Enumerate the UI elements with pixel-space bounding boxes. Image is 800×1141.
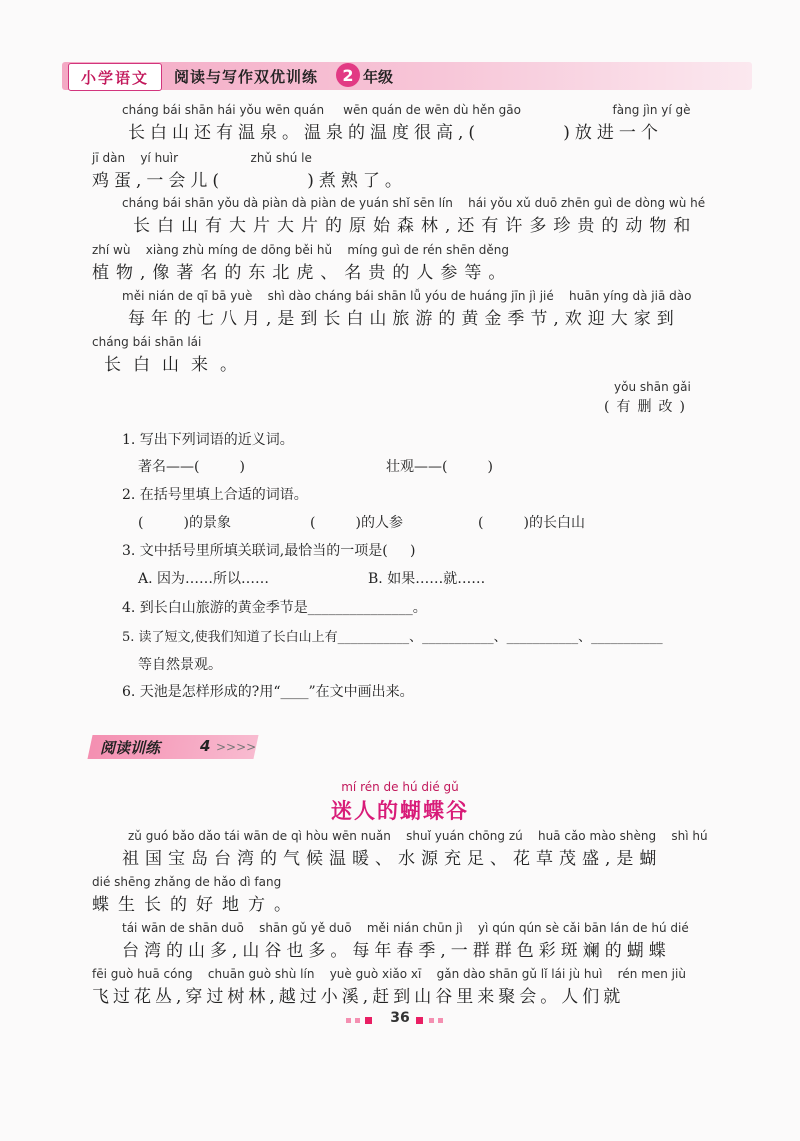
section-arrows: >>>> xyxy=(216,740,257,754)
source-pinyin: yǒu shān gǎi xyxy=(614,380,691,394)
text-line: 飞过花丛,穿过树林,越过小溪,赶到山谷里来聚会。人们就 xyxy=(92,987,625,1007)
text-line: 每年的七八月,是到长白山旅游的黄金季节,欢迎大家到 xyxy=(128,309,680,329)
pinyin-line: dié shēng zhǎng de hǎo dì fang xyxy=(92,875,282,889)
question-2: 2. 在括号里填上合适的词语。 xyxy=(122,487,308,503)
pinyin-line: cháng bái shān lái xyxy=(92,335,202,349)
pinyin-line: tái wān de shān duō shān gǔ yě duō měi nián chūn jì yì qún qún sè cǎi bān lán de hú dié xyxy=(122,921,689,935)
pinyin-line: fēi guò huā cóng chuān guò shù lín yuè guò xiǎo xī gǎn dào shān gǔ lǐ lái jù huì rén men jiù xyxy=(92,967,686,981)
source-note: (有删改) xyxy=(604,399,692,415)
pinyin-line: jī dàn yí huìr zhǔ shú le xyxy=(92,151,312,165)
text-line: 植物,像著名的东北虎、名贵的人参等。 xyxy=(92,263,513,283)
title-pinyin: mí rén de hú dié gǔ xyxy=(341,780,459,794)
question-2-item: ( )的人参 xyxy=(310,515,403,531)
series-label: 小学语文 xyxy=(80,68,149,87)
pinyin-line: měi nián de qī bā yuè shì dào cháng bái shān lǚ yóu de huáng jīn jì jié huān yíng dà jiā dào xyxy=(122,289,692,303)
decor-square xyxy=(416,1017,423,1024)
question-2-item: ( )的长白山 xyxy=(478,515,585,531)
series-badge xyxy=(68,63,162,91)
question-3: 3. 文中括号里所填关联词,最恰当的一项是( ) xyxy=(122,543,416,559)
question-3-option-b: B. 如果……就…… xyxy=(368,571,486,587)
question-1-item: 壮观——( ) xyxy=(386,459,493,475)
pinyin-line: cháng bái shān hái yǒu wēn quán wēn quán de wēn dù hěn gāo fàng jìn yí gè xyxy=(122,103,691,117)
pinyin-line: cháng bái shān yǒu dà piàn dà piàn de yuán shǐ sēn lín hái yǒu xǔ duō zhēn guì de dòng wù hé xyxy=(122,196,706,210)
pinyin-line: zhí wù xiàng zhù míng de dōng běi hǔ míng guì de rén shēn děng xyxy=(92,243,509,257)
book-title: 阅读与写作双优训练 xyxy=(174,68,319,86)
text-line: 长白山还有温泉。温泉的温度很高,( )放进一个 xyxy=(128,123,663,143)
page-number: 36 xyxy=(390,1010,410,1026)
question-4: 4. 到长白山旅游的黄金季节是_______________。 xyxy=(122,600,427,616)
text-line: 蝶生长的好地方。 xyxy=(92,895,300,915)
question-1: 1. 写出下列词语的近义词。 xyxy=(122,432,294,448)
question-1-item: 著名——( ) xyxy=(138,459,245,475)
section-label: 阅读训练 xyxy=(100,739,161,757)
decor-square xyxy=(438,1018,443,1023)
text-line: 鸡蛋,一会儿( )煮熟了。 xyxy=(92,171,407,191)
text-line: 台湾的山多,山谷也多。每年春季,一群群色彩斑斓的蝴蝶 xyxy=(122,941,671,961)
text-line: 祖国宝岛台湾的气候温暖、水源充足、花草茂盛,是蝴 xyxy=(122,849,663,869)
section-number: 4 xyxy=(200,737,211,755)
passage-title: 迷人的蝴蝶谷 xyxy=(331,799,469,823)
text-line: 长白山来。 xyxy=(104,355,249,375)
grade-label: 年级 xyxy=(363,68,394,86)
question-3-option-a: A. 因为……所以…… xyxy=(138,571,270,587)
question-5: 5. 读了短文,使我们知道了长白山上有___________、___________、___________、___________ xyxy=(122,630,663,645)
question-6: 6. 天池是怎样形成的?用“____”在文中画出来。 xyxy=(122,684,414,700)
pinyin-line: zǔ guó bǎo dǎo tái wān de qì hòu wēn nuǎn shuǐ yuán chōng zú huā cǎo mào shèng shì hú xyxy=(128,829,708,843)
header-band xyxy=(62,62,752,90)
decor-square xyxy=(429,1018,434,1023)
text-line: 长白山有大片大片的原始森林,还有许多珍贵的动物和 xyxy=(133,216,698,236)
question-5-cont: 等自然景观。 xyxy=(138,657,222,673)
grade-number-badge: 2 xyxy=(336,63,360,87)
question-2-item: ( )的景象 xyxy=(138,515,231,531)
